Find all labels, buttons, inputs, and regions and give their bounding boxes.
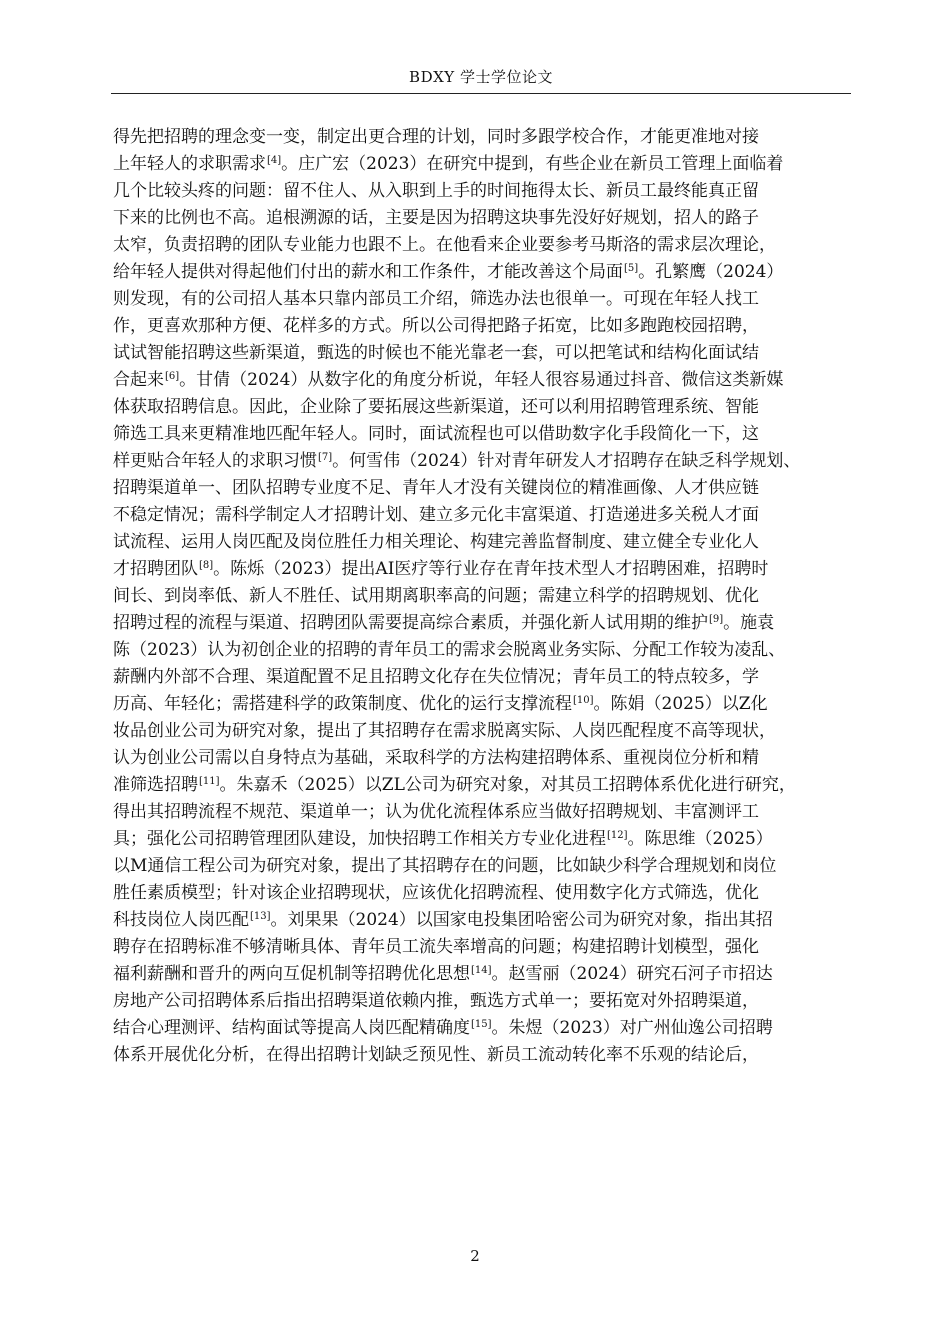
text-line	[113, 610, 857, 637]
text-segment: 体获取招聘信息。因此，企业除了要拓展这些新渠道，还可以利用招聘管理系统、智能	[113, 397, 759, 417]
citation-ref: [12]	[607, 830, 628, 841]
text-segment: 结合心理测评、结构面试等提高人岗匹配精确度	[113, 1018, 470, 1038]
text-line	[113, 151, 857, 178]
text-segment: 聘存在招聘标准不够清晰具体、青年员工流失率增高的问题；构建招聘计划模型，强化	[113, 937, 759, 957]
text-segment: 间长、到岗率低、新人不胜任、试用期离职率高的问题；需建立科学的招聘规划、优化	[113, 586, 759, 606]
text-line	[113, 367, 857, 394]
text-segment: 下来的比例也不高。追根溯源的话，主要是因为招聘这块事先没好好规划，招人的路子	[113, 208, 759, 228]
text-line	[113, 961, 857, 988]
text-line	[113, 637, 857, 664]
text-segment: 得出其招聘流程不规范、渠道单一；认为优化流程体系应当做好招聘规划、丰富测评工	[113, 802, 759, 822]
text-segment: 。陈思维（2025）	[627, 829, 773, 849]
text-line	[113, 1015, 857, 1042]
text-line	[113, 286, 857, 313]
citation-ref: [13]	[250, 911, 271, 922]
text-line	[113, 772, 857, 799]
text-line	[113, 718, 857, 745]
text-segment: 。刘果果（2024）以国家电投集团哈密公司为研究对象，指出其招	[270, 910, 773, 930]
citation-ref: [5]	[624, 263, 639, 274]
text-segment: 准筛选招聘	[113, 775, 198, 795]
text-line	[113, 988, 857, 1015]
text-segment: 房地产公司招聘体系后指出招聘渠道依赖内推，甄选方式单一；要拓宽对外招聘渠道，	[113, 991, 759, 1011]
body-paragraph	[113, 124, 857, 1069]
text-line	[113, 826, 857, 853]
text-line	[113, 799, 857, 826]
citation-ref: [8]	[199, 560, 214, 571]
text-line	[113, 259, 857, 286]
text-segment: 。朱嘉禾（2025）以ZL公司为研究对象，对其员工招聘体系优化进行研究，	[219, 775, 796, 795]
text-line	[113, 745, 857, 772]
citation-ref: [11]	[199, 776, 220, 787]
text-line	[113, 232, 857, 259]
citation-ref: [4]	[267, 155, 282, 166]
text-segment: 几个比较头疼的问题：留不住人、从入职到上手的时间拖得太长、新员工最终能真正留	[113, 181, 759, 201]
text-line	[113, 556, 857, 583]
text-line	[113, 529, 857, 556]
text-segment: 上年轻人的求职需求	[113, 154, 266, 174]
text-line	[113, 340, 857, 367]
text-segment: 合起来	[113, 370, 164, 390]
running-header	[111, 66, 851, 88]
text-segment: 给年轻人提供对得起他们付出的薪水和工作条件，才能改善这个局面	[113, 262, 623, 282]
text-segment: 认为创业公司需以自身特点为基础，采取科学的方法构建招聘体系、重视岗位分析和精	[113, 748, 759, 768]
text-segment: 科技岗位人岗匹配	[113, 910, 249, 930]
text-line	[113, 448, 857, 475]
text-segment: 作，更喜欢那种方便、花样多的方式。所以公司得把路子拓宽，比如多跑跑校园招聘，	[113, 316, 759, 336]
text-segment: 不稳定情况；需科学制定人才招聘计划、建立多元化丰富渠道、打造递进多关税人才面	[113, 505, 759, 525]
text-segment: 太窄，负责招聘的团队专业能力也跟不上。在他看来企业要参考马斯洛的需求层次理论，	[113, 235, 776, 255]
citation-ref: [9]	[709, 614, 724, 625]
text-segment: 。甘倩（2024）从数字化的角度分析说，年轻人很容易通过抖音、微信这类新媒	[179, 370, 784, 390]
text-segment: 招聘过程的流程与渠道、招聘团队需要提高综合素质，并强化新人试用期的维护	[113, 613, 708, 633]
text-line	[113, 124, 857, 151]
header-divider	[111, 93, 851, 94]
text-segment: 具；强化公司招聘管理团队建设，加快招聘工作相关方专业化进程	[113, 829, 606, 849]
text-segment: 胜任素质模型；针对该企业招聘现状，应该优化招聘流程、使用数字化方式筛选，优化	[113, 883, 759, 903]
text-segment: 筛选工具来更精准地匹配年轻人。同时，面试流程也可以借助数字化手段简化一下，这	[113, 424, 759, 444]
citation-ref: [14]	[471, 965, 492, 976]
text-line	[113, 880, 857, 907]
text-segment: 。陈娟（2025）以Z化	[593, 694, 768, 714]
text-line	[113, 583, 857, 610]
text-segment: 福利薪酬和晋升的两向互促机制等招聘优化思想	[113, 964, 470, 984]
text-segment: 才招聘团队	[113, 559, 198, 579]
text-line	[113, 691, 857, 718]
text-segment: 。朱煜（2023）对广州仙逸公司招聘	[491, 1018, 773, 1038]
text-segment: 体系开展优化分析，在得出招聘计划缺乏预见性、新员工流动转化率不乐观的结论后，	[113, 1045, 759, 1065]
text-line	[113, 205, 857, 232]
text-segment: 招聘渠道单一、团队招聘专业度不足、青年人才没有关键岗位的精准画像、人才供应链	[113, 478, 759, 498]
text-line	[113, 313, 857, 340]
text-segment: 。施袁	[723, 613, 775, 633]
text-segment: 陈（2023）认为初创企业的招聘的青年员工的需求会脱离业务实际、分配工作较为凌乱、	[113, 640, 786, 660]
text-segment: 薪酬内外部不合理、渠道配置不足且招聘文化存在失位情况；青年员工的特点较多，学	[113, 667, 759, 687]
text-segment: 。陈烁（2023）提出AI医疗等行业存在青年技术型人才招聘困难，招聘时	[213, 559, 769, 579]
text-segment: 。庄广宏（2023）在研究中提到，有些企业在新员工管理上面临着	[281, 154, 784, 174]
text-line	[113, 664, 857, 691]
citation-ref: [6]	[165, 371, 180, 382]
text-line	[113, 421, 857, 448]
page-number: 2	[470, 1247, 480, 1265]
text-line	[113, 178, 857, 205]
text-line	[113, 907, 857, 934]
text-segment: 历高、年轻化；需搭建科学的政策制度、优化的运行支撑流程	[113, 694, 572, 714]
text-segment: 得先把招聘的理念变一变，制定出更合理的计划，同时多跟学校合作，才能更准地对接	[113, 127, 759, 147]
citation-ref: [15]	[471, 1019, 492, 1030]
text-segment: 妆品创业公司为研究对象，提出了其招聘存在需求脱离实际、人岗匹配程度不高等现状，	[113, 721, 776, 741]
text-line	[113, 475, 857, 502]
text-segment: 试流程、运用人岗匹配及岗位胜任力相关理论、构建完善监督制度、建立健全专业化人	[113, 532, 759, 552]
running-title: BDXY 学士学位论文	[409, 68, 553, 86]
citation-ref: [7]	[318, 452, 333, 463]
text-line	[113, 502, 857, 529]
citation-ref: [10]	[573, 695, 594, 706]
text-segment: 试试智能招聘这些新渠道，甄选的时候也不能光靠老一套，可以把笔试和结构化面试结	[113, 343, 759, 363]
text-segment: 样更贴合年轻人的求职习惯	[113, 451, 317, 471]
text-segment: 则发现，有的公司招人基本只靠内部员工介绍，筛选办法也很单一。可现在年轻人找工	[113, 289, 759, 309]
text-line	[113, 1042, 857, 1069]
text-line	[113, 853, 857, 880]
text-segment: 以M通信工程公司为研究对象，提出了其招聘存在的问题，比如缺少科学合理规划和岗位	[113, 856, 777, 876]
text-line	[113, 394, 857, 421]
text-segment: 。孔繁鹰（2024）	[638, 262, 784, 282]
text-segment: 。赵雪丽（2024）研究石河子市招达	[491, 964, 773, 984]
text-segment: 。何雪伟（2024）针对青年研发人才招聘存在缺乏科学规划、	[332, 451, 801, 471]
text-line	[113, 934, 857, 961]
